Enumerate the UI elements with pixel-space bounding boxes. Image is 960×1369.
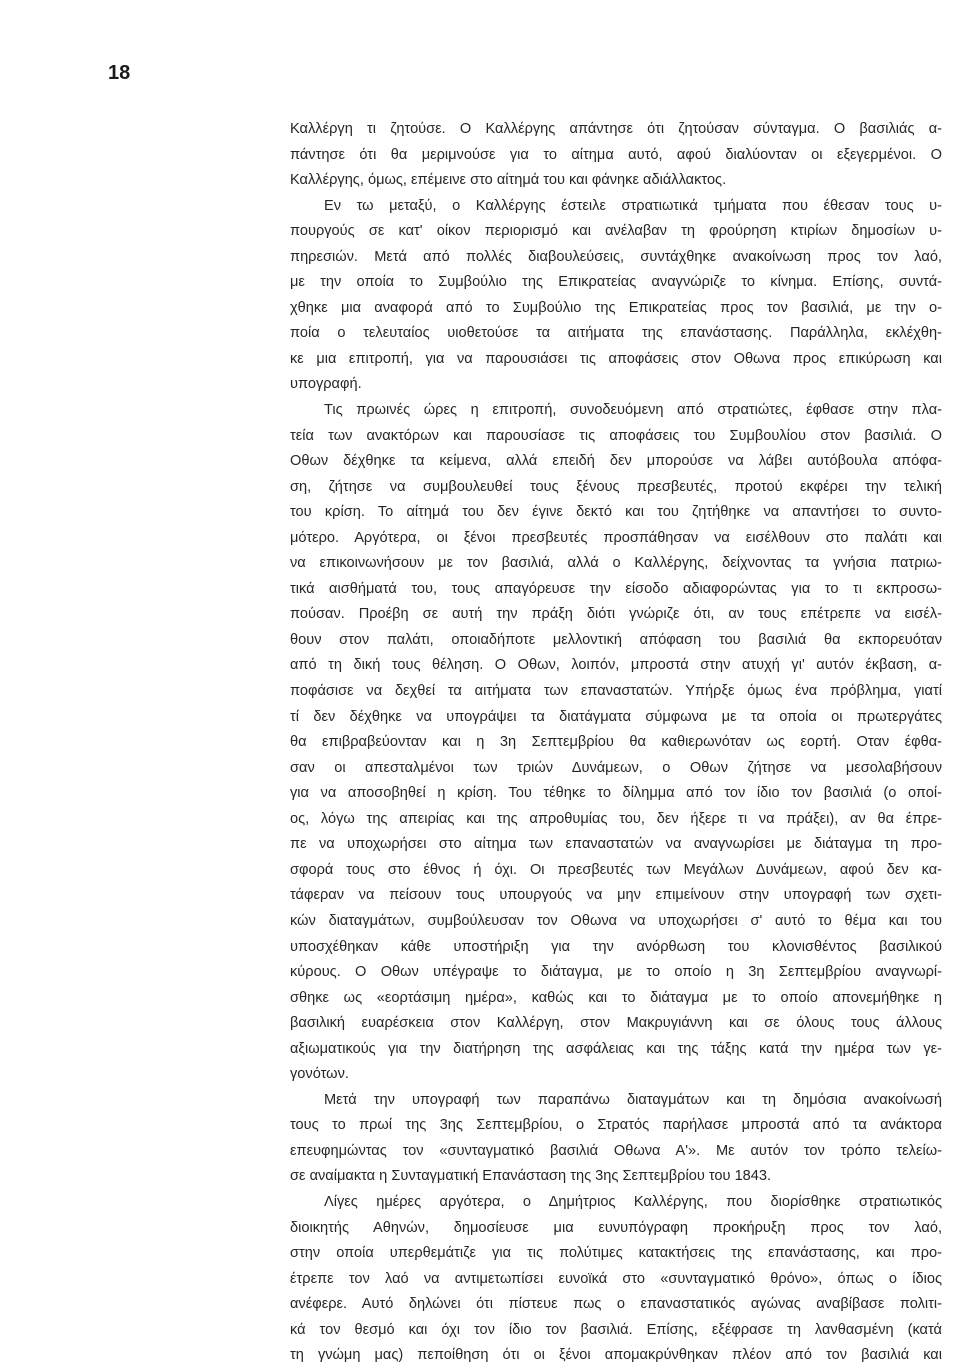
text-line: πούσαν. Προέβη σε αυτή την πράξη διότι γνώριζε ότι, αν τους επέτρεπε να εισέλ- <box>290 606 942 623</box>
text-line: τους το πρωί της 3ης Σεπτεμβρίου, ο Στρατός παρήλασε μπροστά από τα ανάκτορα <box>290 1117 942 1134</box>
text-line: τικά αισθήματά του, τους απαγόρευσε την είσοδο αδιαφορώντας για το τι εκπροσω- <box>290 580 942 597</box>
text-line: αξιωματικούς για την διατήρηση της ασφάλειας και της τάξης κατά την ημέρα των γε- <box>290 1040 942 1057</box>
text-line: χθηκε μια αναφορά από το Συμβούλιο της Επικρατείας προς τον βασιλιά, με την ο- <box>290 299 942 316</box>
text-line: Λίγες ημέρες αργότερα, ο Δημήτριος Καλλέργης, που διορίσθηκε στρατιωτικός <box>324 1193 942 1210</box>
text-line: του κρίση. Το αίτημά του δεν έγινε δεκτό και του ζητήθηκε να απαντήσει το συντο- <box>290 504 942 521</box>
text-line: επευφημώντας τον «συνταγματικό βασιλιά Οθωνα Α'». Με αυτόν τον τρόπο τελείω- <box>290 1142 942 1159</box>
text-line: Τις πρωινές ώρες η επιτροπή, συνοδευόμενη από στρατιώτες, έφθασε στην πλα- <box>324 402 942 419</box>
text-line: κύρους. Ο Οθων υπέγραψε το διάταγμα, με το οποίο η 3η Σεπτεμβρίου αναγνωρί- <box>290 964 942 981</box>
text-line: τί δεν δέχθηκε να υπογράψει τα διατάγματα σύμφωνα με τα οποία οι πρωτεργάτες <box>290 708 942 725</box>
text-line: Καλλέργης, όμως, επέμεινε στο αίτημά του και φάνηκε αδιάλλακτος. <box>290 172 727 189</box>
text-line: σθηκε ως «εορτάσιμη ημέρα», καθώς και το διάταγμα με το οποίο απονεμήθηκε η <box>290 989 942 1006</box>
body-text <box>290 117 942 1369</box>
text-line: ποφάσισε να δεχθεί τα αιτήματα των επαναστατών. Υπήρξε όμως ένα πρόβλημα, γιατί <box>290 683 942 700</box>
text-line: βασιλική ευαρέσκεια στον Καλλέργη, στον Μακρυγιάννη και σε όλους τους άλλους <box>290 1015 942 1032</box>
text-line: κά τον θεσμό και όχι τον ίδιο τον βασιλιά. Επίσης, εξέφρασε τη λανθασμένη (κατά <box>290 1321 942 1338</box>
text-line: πάντησε ότι θα μεριμνούσε για το αίτημα αυτό, αφού διαλύονταν οι εξεγερμένοι. Ο <box>290 146 942 163</box>
text-line: σφορά τους στο έθνος ή όχι. Οι πρεσβευτές των Μεγάλων Δυνάμεων, αφού δεν κα- <box>290 861 942 878</box>
text-line: τεία των ανακτόρων και παρουσίασε τις αποφάσεις του Συμβουλίου στον βασιλιά. Ο <box>290 427 942 444</box>
text-line: έτρεπε τον λαό να αντιμετωπίσει ευνοϊκά στο «συνταγματικό θρόνο», όπως ο ίδιος <box>290 1270 942 1287</box>
text-line: πε να υποχωρήσει στο αίτημα των επαναστατών να αναγνωρίσει με διάταγμα τη προ- <box>290 836 942 853</box>
text-line: πουργούς σε κατ' οίκον περιορισμό και ανέλαβαν τη φρούρηση κτιρίων δημοσίων υ- <box>290 223 942 240</box>
text-line: τάφεραν να πείσουν τους υπουργούς να μην επιμείνουν στην υπογραφή των σχετι- <box>290 887 942 904</box>
text-line: με την οποία το Συμβούλιο της Επικρατείας αναγνώριζε το κίνημα. Επίσης, συντά- <box>290 274 942 291</box>
text-line: διοικητής Αθηνών, δημοσίευσε μια ευνυπόγραφη προκήρυξη προς τον λαό, <box>290 1219 942 1236</box>
text-line: πηρεσιών. Μετά από πολλές διαβουλεύσεις, συντάχθηκε ανακοίνωση προς τον λαό, <box>290 248 942 265</box>
text-line: να επικοινωνήσουν με τον βασιλιά, αλλά ο Καλλέργης, δείχνοντας τα γνήσια πατριω- <box>290 555 942 572</box>
text-line: Μετά την υπογραφή των παραπάνω διαταγμάτων και τη δημόσια ανακοίνωσή <box>324 1091 942 1108</box>
text-line: κε μια επιτροπή, για να παρουσιάσει τις αποφάσεις στον Οθωνα προς επικύρωση και <box>290 350 942 367</box>
text-line: τη γνώμη μας) πεποίθηση ότι οι ξένοι απομακρύνθηκαν πλέον από τον βασιλιά και <box>290 1347 942 1364</box>
text-line: ποία ο τελευταίος υιοθετούσε τα αιτήματα της επανάστασης. Παράλληλα, εκλέχθη- <box>290 325 942 342</box>
text-line: μότερο. Αργότερα, οι ξένοι πρεσβευτές προσπάθησαν να εισέλθουν στο παλάτι και <box>290 529 942 546</box>
text-line: Καλλέργη τι ζητούσε. Ο Καλλέργης απάντησε ότι ζητούσαν σύνταγμα. Ο βασιλιάς α- <box>290 121 942 137</box>
text-line: θουν στον παλάτι, οποιαδήποτε μελλοντική απόφαση του βασιλιά θα εκπορευόταν <box>290 631 942 648</box>
text-line: ος, λόγω της απειρίας και της απροθυμίας του, δεν ήξερε τι να πράξει), αν θα έπρε- <box>290 810 942 827</box>
page-number: 18 <box>108 62 131 84</box>
text-line: υποσχέθηκαν κάθε υποστήριξη για την ανόρθωση του κλονισθέντος βασιλικού <box>290 938 942 955</box>
text-line: σε αναίμακτα η Συνταγματική Επανάσταση της 3ης Σεπτεμβρίου του 1843. <box>290 1168 772 1185</box>
text-line: θα επιβραβεύονταν και η 3η Σεπτεμβρίου θα καθιερωνόταν ως εορτή. Οταν έφθα- <box>290 734 942 751</box>
text-line: Οθων δέχθηκε τα κείμενα, αλλά επειδή δεν μπορούσε να λάβει αυτόβουλα απόφα- <box>290 453 942 470</box>
text-line: γονότων. <box>290 1066 349 1083</box>
text-line: υπογραφή. <box>290 376 362 393</box>
text-line: Εν τω μεταξύ, ο Καλλέργης έστειλε στρατιωτικά τμήματα που έθεσαν τους υ- <box>324 197 942 214</box>
text-line: στην οποία υπερθεμάτιζε για τις πολύτιμες κατακτήσεις της επανάστασης, και προ- <box>290 1245 942 1262</box>
text-line: κών διαταγμάτων, συμβούλευσαν τον Οθωνα να υποχωρήσει σ' αυτό το θέμα και του <box>290 912 942 929</box>
text-line: για να αποσοβηθεί η κρίση. Του τέθηκε το δίλημμα από τον ίδιο τον βασιλιά (ο οποί- <box>290 785 942 802</box>
text-line: ση, ζήτησε να συμβουλευθεί τους ξένους πρεσβευτές, προτού εκφέρει την τελική <box>290 478 942 495</box>
text-line: ανέφερε. Αυτό δηλώνει ότι πίστευε πως ο επαναστατικός αγώνας αναβίβασε πολιτι- <box>290 1296 942 1313</box>
text-line: σαν οι απεσταλμένοι των τριών Δυνάμεων, ο Οθων ζήτησε να μεσολαβήσουν <box>290 759 942 776</box>
text-line: από τη δική τους θέληση. Ο Οθων, λοιπόν, μπροστά στην ατυχή γι' αυτόν έκβαση, α- <box>290 657 942 674</box>
